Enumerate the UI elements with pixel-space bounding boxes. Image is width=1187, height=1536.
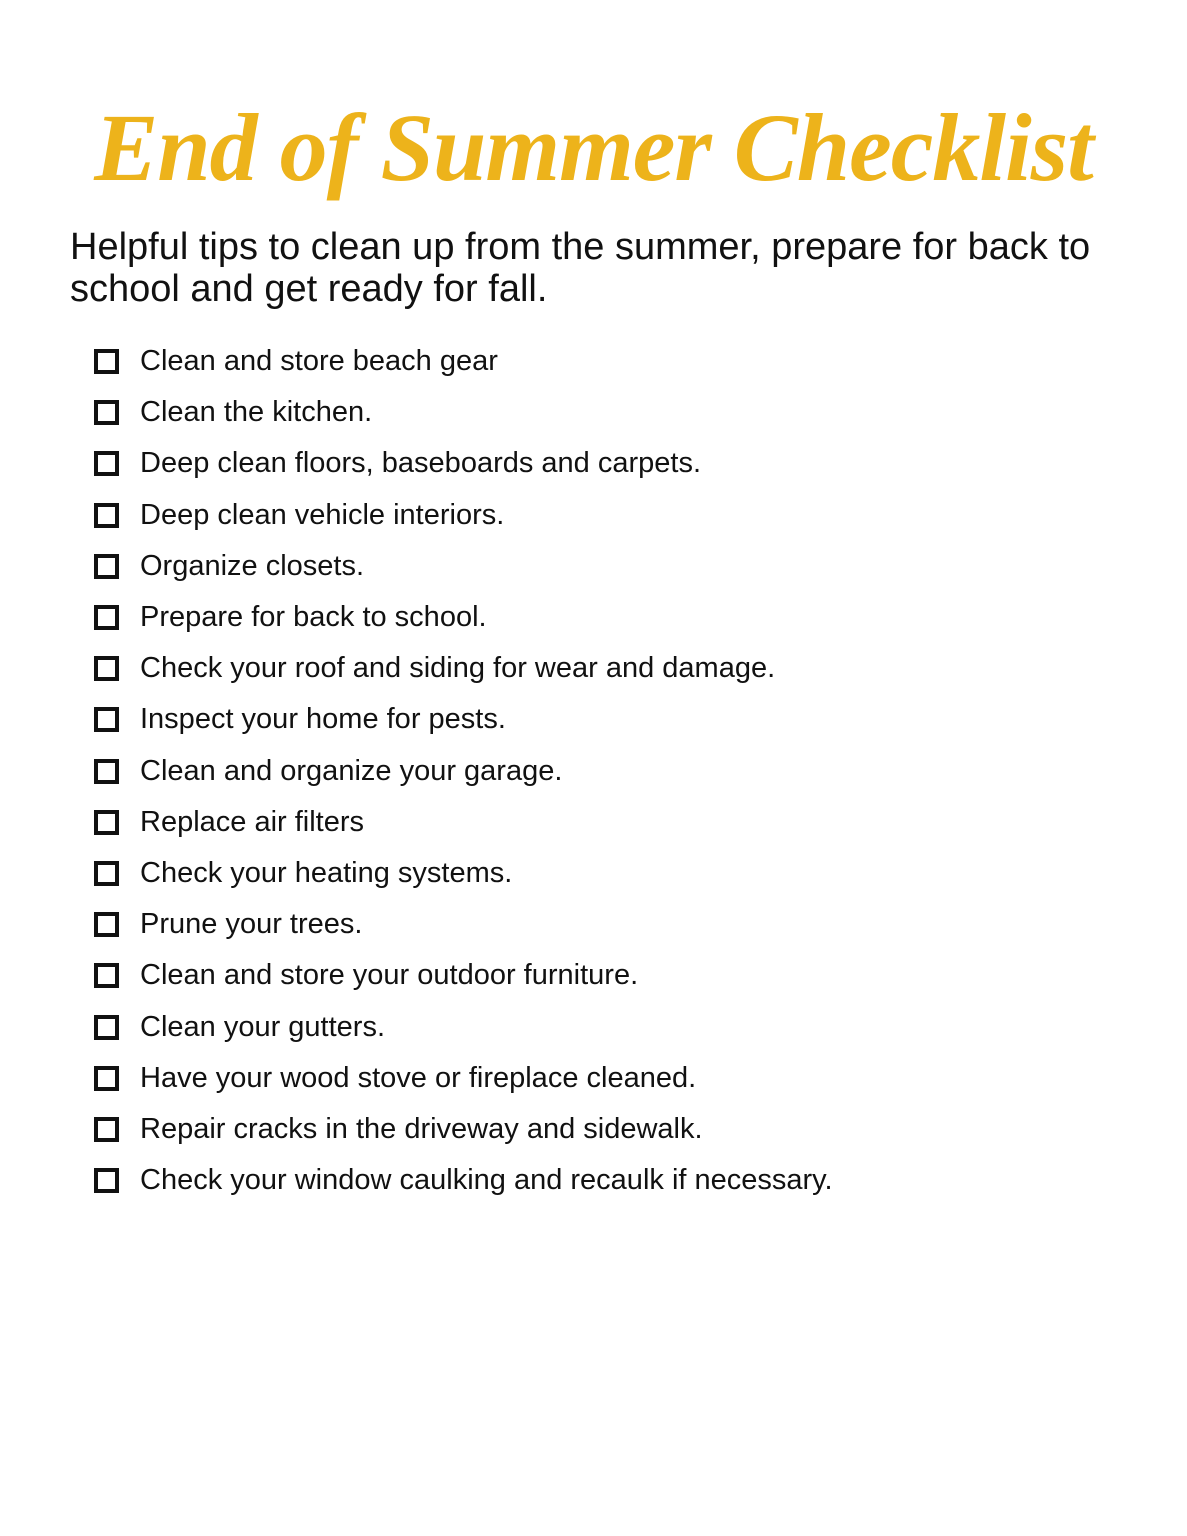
checklist-item (94, 643, 833, 694)
checkbox[interactable] (94, 503, 119, 528)
checklist-item-label: Check your roof and siding for wear and damage. (140, 652, 776, 685)
checklist-item-label: Clean and store beach gear (140, 345, 498, 378)
checklist-item-label: Clean the kitchen. (140, 396, 373, 429)
checkbox[interactable] (94, 912, 119, 937)
checklist (94, 336, 833, 1206)
checklist-item-label: Prepare for back to school. (140, 601, 487, 634)
checklist-item-label: Deep clean floors, baseboards and carpets. (140, 447, 702, 480)
checklist-item (94, 592, 833, 643)
checklist-item-label: Deep clean vehicle interiors. (140, 498, 505, 531)
checklist-item-label: Replace air filters (140, 805, 365, 838)
checklist-item-label: Clean and store your outdoor furniture. (140, 959, 639, 992)
checklist-item (94, 694, 833, 745)
checkbox[interactable] (94, 554, 119, 579)
subtitle: Helpful tips to clean up from the summer, prepare for back to school and get ready for fall. (70, 226, 1091, 310)
checkbox[interactable] (94, 759, 119, 784)
checklist-item (94, 490, 833, 541)
checklist-item-label: Prune your trees. (140, 908, 363, 941)
checkbox[interactable] (94, 605, 119, 630)
checklist-item-label: Have your wood stove or fireplace cleaned. (140, 1061, 697, 1094)
checklist-item-label: Clean your gutters. (140, 1010, 386, 1043)
checkbox[interactable] (94, 451, 119, 476)
checklist-item-label: Organize closets. (140, 549, 365, 582)
checkbox[interactable] (94, 1015, 119, 1040)
checklist-item-label: Check your heating systems. (140, 856, 513, 889)
checklist-item (94, 336, 833, 387)
checkbox[interactable] (94, 707, 119, 732)
checklist-item (94, 541, 833, 592)
checkbox[interactable] (94, 963, 119, 988)
checklist-item (94, 438, 833, 489)
checklist-item-label: Clean and organize your garage. (140, 754, 563, 787)
checkbox[interactable] (94, 656, 119, 681)
checklist-item (94, 1001, 833, 1052)
checkbox[interactable] (94, 861, 119, 886)
checklist-item-label: Check your window caulking and recaulk if necessary. (140, 1164, 833, 1197)
checklist-item (94, 899, 833, 950)
checkbox[interactable] (94, 1117, 119, 1142)
checklist-item (94, 1104, 833, 1155)
page-title: End of Summer Checklist (94, 94, 1093, 201)
checklist-item (94, 797, 833, 848)
checklist-item (94, 746, 833, 797)
checkbox[interactable] (94, 810, 119, 835)
checklist-item (94, 848, 833, 899)
checkbox[interactable] (94, 1066, 119, 1091)
checkbox[interactable] (94, 400, 119, 425)
checklist-item (94, 950, 833, 1001)
checklist-item-label: Repair cracks in the driveway and sidewalk. (140, 1112, 703, 1145)
checklist-item (94, 1053, 833, 1104)
checklist-item (94, 387, 833, 438)
checklist-item-label: Inspect your home for pests. (140, 703, 506, 736)
checklist-item (94, 1155, 833, 1206)
checkbox[interactable] (94, 1168, 119, 1193)
checkbox[interactable] (94, 349, 119, 374)
